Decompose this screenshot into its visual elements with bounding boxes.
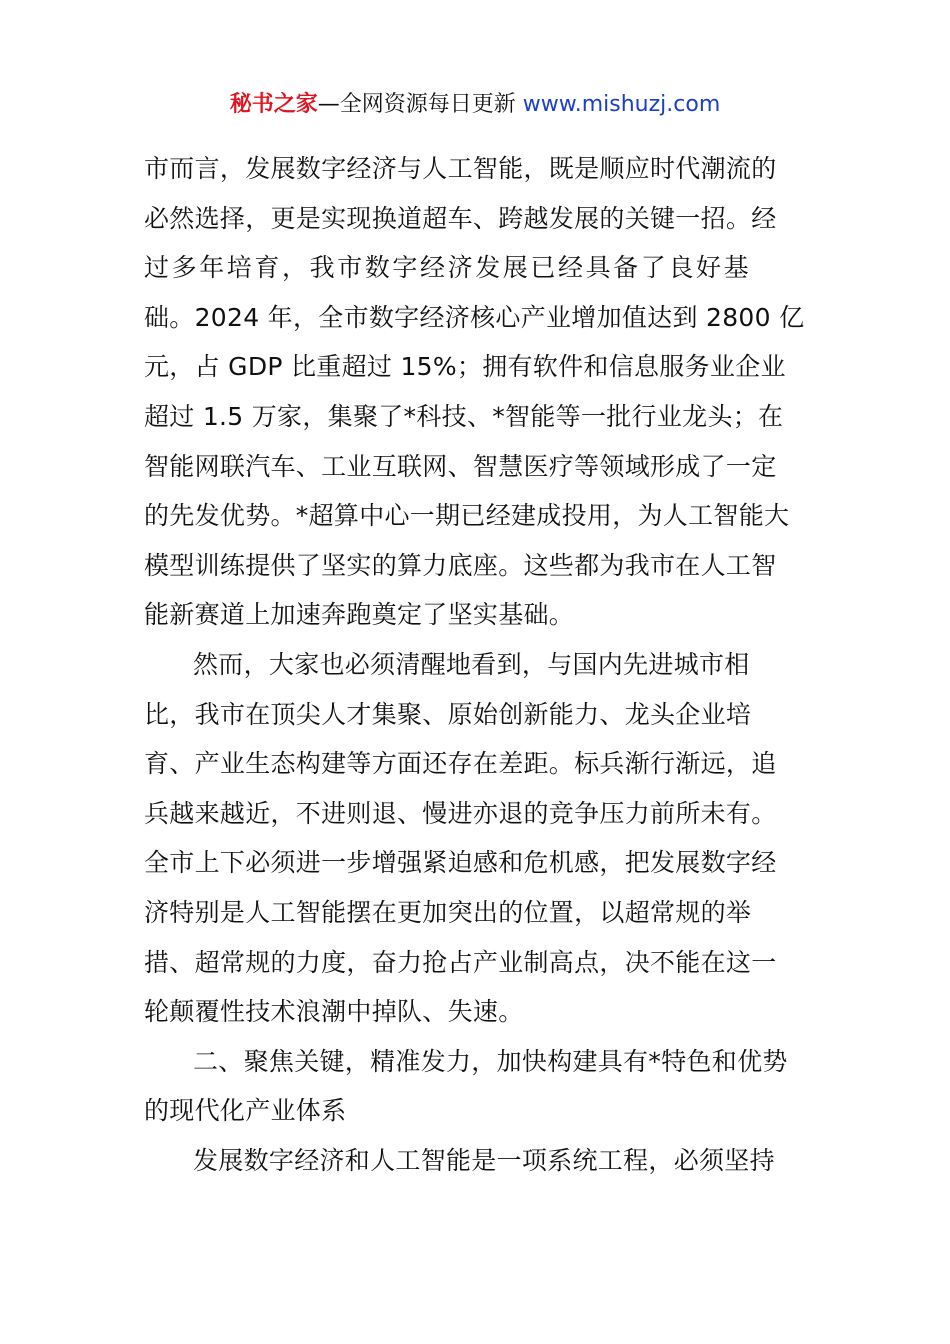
document-body — [144, 144, 814, 1185]
paragraph-first-line: 然而，大家也必须清醒地看到，与国内先进城市相 — [193, 649, 750, 679]
body-line: 育、产业生态构建等方面还存在差距。标兵渐行渐远，追 — [144, 749, 777, 779]
body-line: 智能网联汽车、工业互联网、智慧医疗等领域形成了一定 — [144, 451, 777, 481]
section-heading-continuation: 的现代化产业体系 — [144, 1096, 347, 1126]
body-line: 模型训练提供了坚实的算力底座。这些都为我市在人工智 — [144, 550, 777, 580]
site-tagline: —全网资源每日更新 — [317, 92, 523, 117]
body-line: 济特别是人工智能摆在更加突出的位置，以超常规的举 — [144, 897, 752, 927]
body-line: 措、超常规的力度，奋力抢占产业制高点，决不能在这一 — [144, 947, 777, 977]
body-line: 的先发优势。*超算中心一期已经建成投用，为人工智能大 — [144, 501, 790, 531]
body-line: 市而言，发展数字经济与人工智能，既是顺应时代潮流的 — [144, 154, 777, 183]
body-line: 轮颠覆性技术浪潮中掉队、失速。 — [144, 997, 524, 1027]
body-line: 超过 1.5 万家，集聚了*科技、*智能等一批行业龙头；在 — [144, 401, 784, 431]
body-line: 过多年培育，我市数字经济发展已经具备了良好基 — [144, 253, 752, 283]
site-url-link[interactable]: www.mishuzj.com — [522, 92, 721, 117]
body-line: 全市上下必须进一步增强紧迫感和危机感，把发展数字经 — [144, 848, 777, 878]
body-line: 比，我市在顶尖人才集聚、原始创新能力、龙头企业培 — [144, 699, 752, 729]
section-heading: 二、聚焦关键，精准发力，加快构建具有*特色和优势 — [193, 1046, 788, 1076]
body-line: 础。2024 年，全市数字经济核心产业增加值达到 2800 亿 — [144, 302, 805, 332]
body-line: 必然选择，更是实现换道超车、跨越发展的关键一招。经 — [144, 203, 777, 233]
paragraph-first-line: 发展数字经济和人工智能是一项系统工程，必须坚持 — [193, 1145, 775, 1175]
page-header — [0, 88, 950, 122]
site-brand: 秘书之家 — [229, 92, 318, 117]
body-line: 能新赛道上加速奔跑奠定了坚实基础。 — [144, 600, 575, 630]
body-line: 元，占 GDP 比重超过 15%；拥有软件和信息服务业企业 — [144, 352, 786, 382]
body-line: 兵越来越近，不进则退、慢进亦退的竞争压力前所未有。 — [144, 798, 777, 828]
